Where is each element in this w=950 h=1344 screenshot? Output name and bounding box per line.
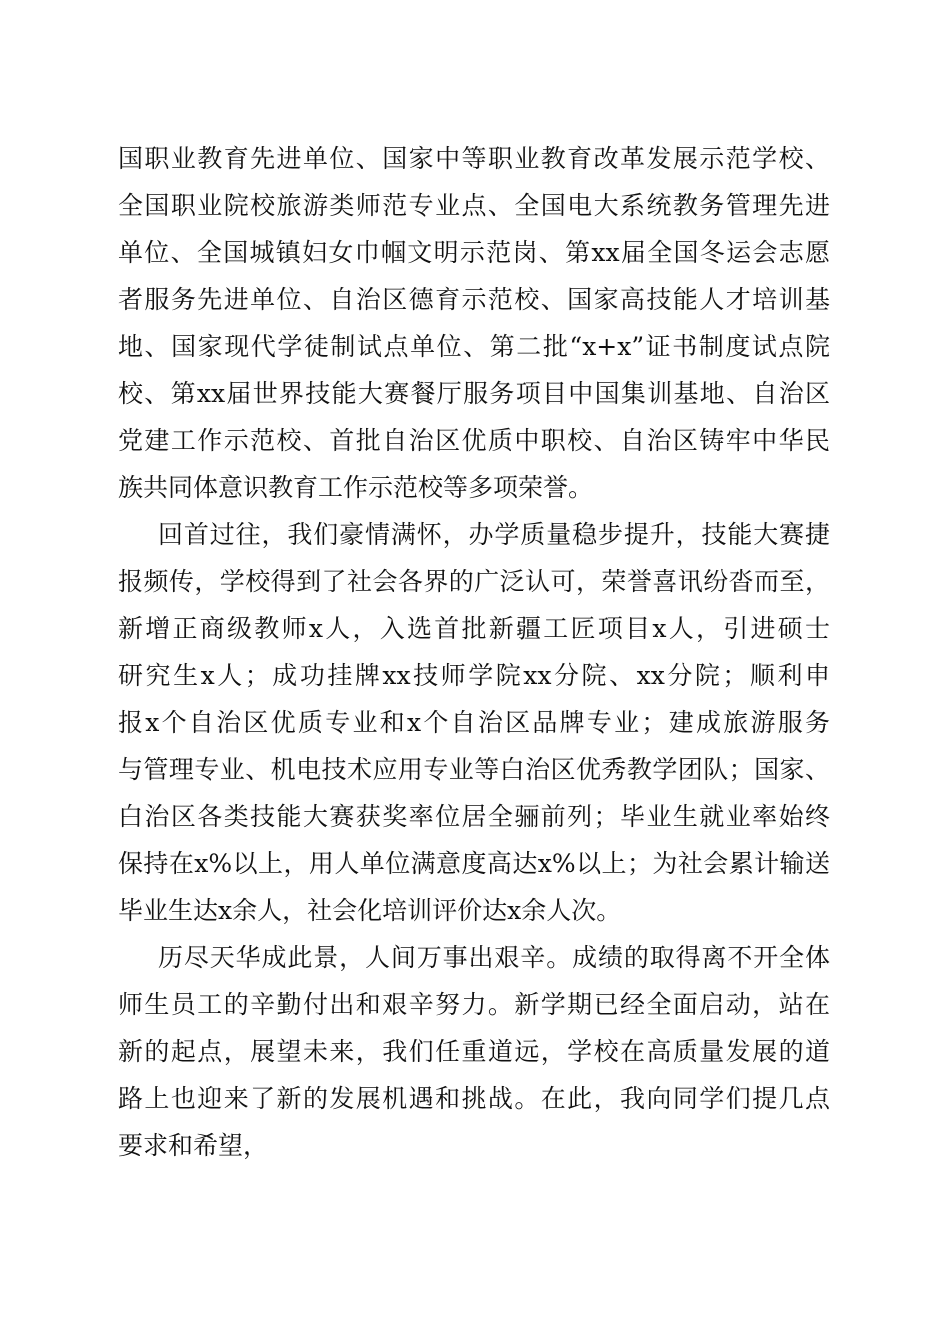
text-line: 报频传，学校得到了社会各界的广泛认可，荣誉喜讯纷沓而至，	[118, 567, 830, 596]
paragraph-achievements	[118, 511, 830, 934]
text-line: 师生员工的辛勤付出和艰辛努力。新学期已经全面启动，站在	[118, 990, 830, 1019]
text-line: 与管理专业、机电技术应用专业等白治区优秀教学团队；国家、	[118, 755, 830, 784]
text-line: 国职业教育先进单位、国家中等职业教育改革发展示范学校、	[118, 144, 830, 173]
text-line: 党建工作示范校、首批自治区优质中职校、自治区铸牢中华民	[118, 426, 830, 455]
text-line: 研究生x人；成功挂牌xx技师学院xx分院、xx分院；顺利申	[118, 661, 830, 690]
text-line: 历尽天华成此景，人间万事出艰辛。成绩的取得离不开全体	[158, 943, 830, 972]
document-body	[118, 135, 830, 1169]
text-line: 保持在x%以上，用人单位满意度高达x%以上；为社会累计输送	[118, 849, 830, 878]
paragraph-outlook	[118, 934, 830, 1169]
text-line: 新增正商级教师x人，入选首批新疆工匠项目x人，引进硕士	[118, 614, 830, 643]
text-line: 者服务先进单位、自治区德育示范校、国家高技能人才培训基	[118, 285, 830, 314]
text-line: 回首过往，我们豪情满怀，办学质量稳步提升，技能大赛捷	[158, 520, 830, 549]
text-line: 白治区各类技能大赛获奖率位居全骊前列；毕业生就业率始终	[118, 802, 830, 831]
paragraph-honors	[118, 135, 830, 511]
text-line: 报x个自治区优质专业和x个自治区品牌专业；建成旅游服务	[118, 708, 830, 737]
text-line: 新的起点，展望未来，我们任重道远，学校在高质量发展的道	[118, 1037, 830, 1066]
text-line: 要求和希望，	[118, 1131, 269, 1160]
text-line: 路上也迎来了新的发展机遇和挑战。在此，我向同学们提几点	[118, 1084, 830, 1113]
text-line: 全国职业院校旅游类师范专业点、全国电大系统教务管理先进	[118, 191, 830, 220]
text-line: 族共同体意识教育工作示范校等多项荣誉。	[118, 473, 594, 502]
text-line: 毕业生达x余人，社会化培训评价达x余人次。	[118, 896, 622, 925]
text-line: 单位、全国城镇妇女巾帼文明示范岗、第xx届全国冬运会志愿	[118, 238, 830, 267]
text-line: 地、国家现代学徒制试点单位、第二批“x+x”证书制度试点院	[118, 332, 830, 361]
text-line: 校、第xx届世界技能大赛餐厅服务项目中国集训基地、自治区	[118, 379, 830, 408]
